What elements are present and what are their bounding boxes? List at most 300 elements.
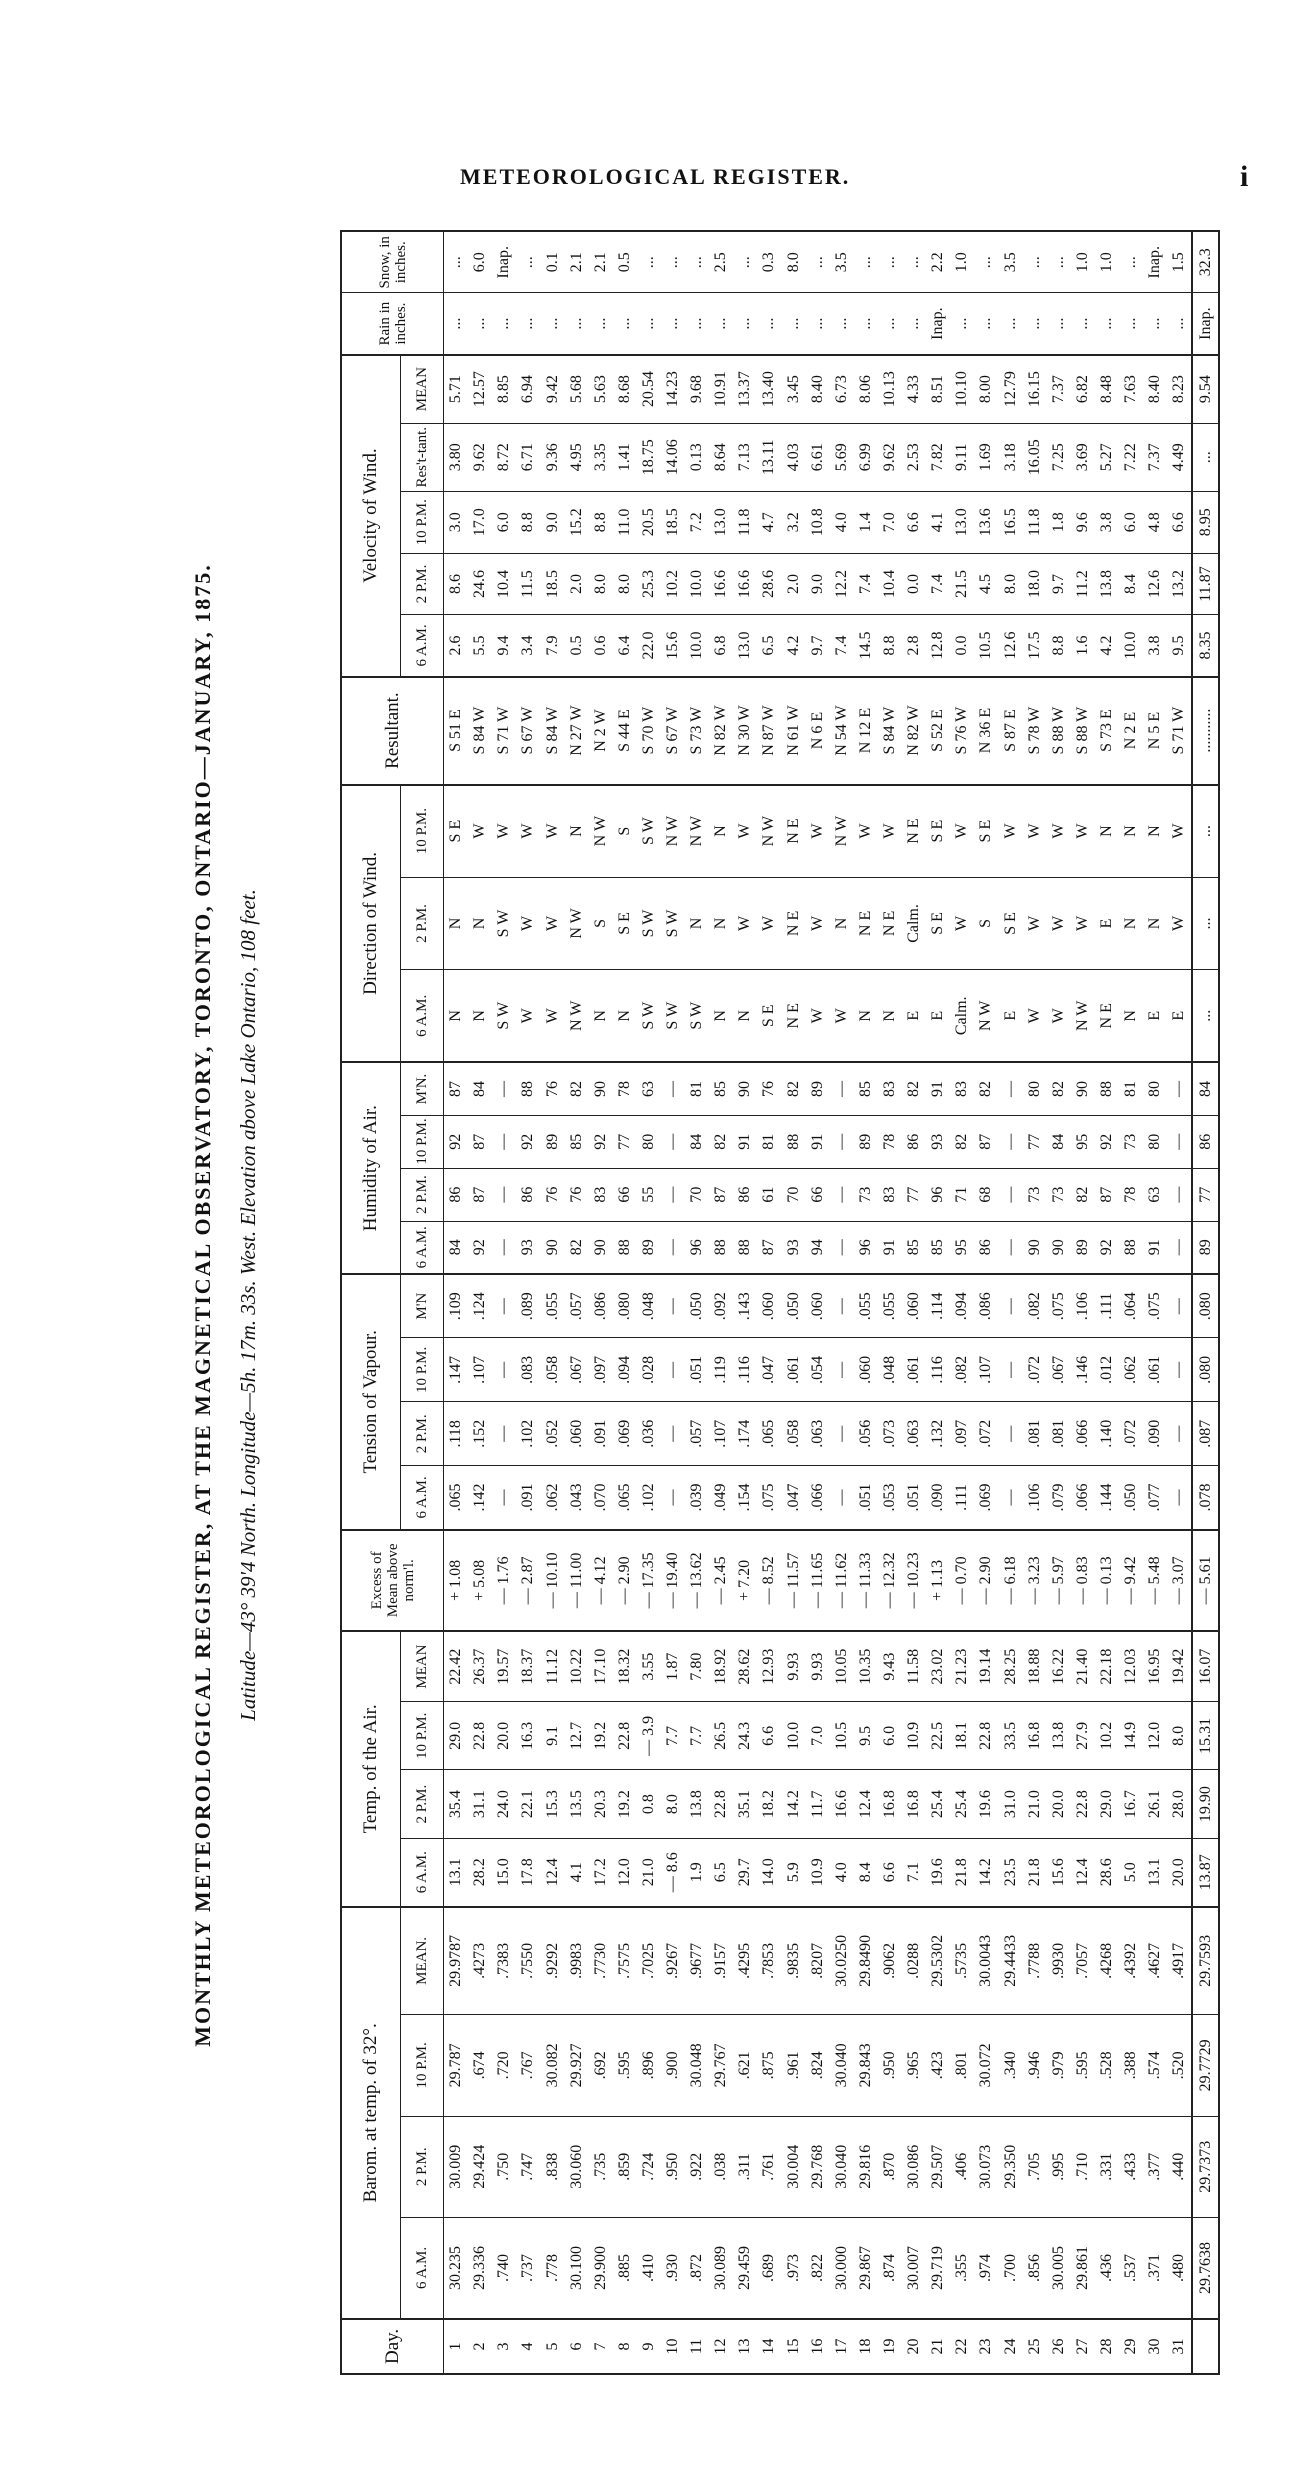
vapour-6am-cell: .050 xyxy=(1119,1466,1143,1530)
barom-mean-cell: .9062 xyxy=(878,1907,902,2015)
temp-2pm-cell: 35.4 xyxy=(444,1770,469,1838)
vapour-6am-cell: .065 xyxy=(613,1466,637,1530)
day-cell: 2 xyxy=(468,2319,492,2374)
day-row xyxy=(589,231,613,2374)
velocity-2pm-cell: 21.5 xyxy=(950,553,974,615)
humidity-mean-cell: 84 xyxy=(1192,1062,1219,1115)
excess-cell: — 5.97 xyxy=(1047,1530,1071,1631)
velocity-6am-cell: 8.8 xyxy=(878,615,902,677)
barom-mean-cell: .7057 xyxy=(1071,1907,1095,2015)
direction-6am-cell: N xyxy=(733,970,757,1063)
excess-cell: + 7.20 xyxy=(733,1530,757,1631)
humidity-6am-cell: 90 xyxy=(1023,1221,1047,1274)
vapour-2pm-cell: .066 xyxy=(1071,1402,1095,1466)
direction-10pm-cell: W xyxy=(1071,785,1095,878)
velocity-2pm-cell: 13.2 xyxy=(1167,553,1192,615)
velocity-mean-cell: 7.37 xyxy=(1047,355,1071,423)
excess-cell: — 2.45 xyxy=(709,1530,733,1631)
humidity-10pm-cell: 89 xyxy=(854,1115,878,1168)
barom-mean-cell: .7788 xyxy=(1023,1907,1047,2015)
humidity-mean-cell: 78 xyxy=(613,1062,637,1115)
direction-2pm-cell: W xyxy=(733,877,757,970)
snow-header: Snow, in inches. xyxy=(341,231,444,293)
temp-2pm-cell: 31.0 xyxy=(999,1770,1023,1838)
barom-6am-cell: 29.459 xyxy=(733,2217,757,2318)
temp-mean-cell: 23.02 xyxy=(926,1631,950,1702)
humidity-10pm-cell: 87 xyxy=(974,1115,998,1168)
velocity-2pm-cell: 18.5 xyxy=(540,553,564,615)
day-row xyxy=(1071,231,1095,2374)
velocity-2pm-cell: 13.8 xyxy=(1095,553,1119,615)
temp-mean-cell: 22.18 xyxy=(1095,1631,1119,1702)
barom-6am-cell: .740 xyxy=(492,2217,516,2318)
velocity-resultant-cell: 4.95 xyxy=(565,423,589,491)
humidity-mean-cell: 90 xyxy=(733,1062,757,1115)
velocity-2pm-cell: 10.4 xyxy=(878,553,902,615)
humidity-mean-cell: 83 xyxy=(878,1062,902,1115)
humidity-6am-cell: 92 xyxy=(468,1221,492,1274)
barom-10pm-cell: .767 xyxy=(516,2015,540,2116)
velocity-10pm-cell: 6.6 xyxy=(1167,491,1192,553)
humidity-2pm-cell: 63 xyxy=(1143,1168,1167,1221)
barom-mean-cell: .4627 xyxy=(1143,1907,1167,2015)
barom-2pm-cell: 30.060 xyxy=(565,2116,589,2217)
humidity-2pm-cell: 83 xyxy=(878,1168,902,1221)
excess-cell: — 11.57 xyxy=(782,1530,806,1631)
temp-10pm-cell: 29.0 xyxy=(444,1702,469,1770)
barom-mean-header: MEAN. xyxy=(401,1907,444,2015)
day-row xyxy=(540,231,564,2374)
temp-2pm-cell: 16.8 xyxy=(902,1770,926,1838)
temp-10pm-cell: 6.0 xyxy=(878,1702,902,1770)
snow-cell: ... xyxy=(516,231,540,293)
temp-2pm-cell: 18.2 xyxy=(757,1770,781,1838)
velocity-2pm-cell: 7.4 xyxy=(854,553,878,615)
velocity-6am-cell: 4.2 xyxy=(1095,615,1119,677)
temp-10pm-cell: 22.8 xyxy=(974,1702,998,1770)
humidity-10pm-cell: 86 xyxy=(902,1115,926,1168)
day-cell xyxy=(1192,2319,1219,2374)
resultant-cell: S 84 W xyxy=(468,677,492,785)
velocity-2pm-cell: 9.7 xyxy=(1047,553,1071,615)
snow-cell: ... xyxy=(1023,231,1047,293)
humidity-10pm-cell: 82 xyxy=(950,1115,974,1168)
vapour-6am-cell: .111 xyxy=(950,1466,974,1530)
register-body xyxy=(444,231,1220,2374)
barom-2pm-cell: .859 xyxy=(613,2116,637,2217)
day-row xyxy=(733,231,757,2374)
humidity-2pm-cell: — xyxy=(492,1168,516,1221)
direction-10pm-cell: N xyxy=(1095,785,1119,878)
vapour-2pm-cell: .107 xyxy=(709,1402,733,1466)
humidity-2pm-cell: 70 xyxy=(685,1168,709,1221)
vapour-mean-cell: .050 xyxy=(782,1274,806,1338)
barom-2pm-cell: 30.009 xyxy=(444,2116,469,2217)
resultant-cell: S 88 W xyxy=(1047,677,1071,785)
temp-2pm-cell: 22.8 xyxy=(1071,1770,1095,1838)
resultant-cell: S 76 W xyxy=(950,677,974,785)
day-row xyxy=(516,231,540,2374)
day-row xyxy=(782,231,806,2374)
humidity-2pm-cell: — xyxy=(661,1168,685,1221)
velocity-10pm-cell: 4.1 xyxy=(926,491,950,553)
humidity-mean-cell: 82 xyxy=(974,1062,998,1115)
barom-mean-cell: 29.9787 xyxy=(444,1907,469,2015)
velocity-2pm-cell: 12.6 xyxy=(1143,553,1167,615)
humidity-2pm-cell: 71 xyxy=(950,1168,974,1221)
humidity-mean-cell: 89 xyxy=(806,1062,830,1115)
vapour-10pm-cell: .060 xyxy=(854,1338,878,1402)
vapour-tension-header: Tension of Vapour. xyxy=(341,1274,401,1530)
velocity-2pm-cell: 25.3 xyxy=(637,553,661,615)
humidity-6am-cell: — xyxy=(492,1221,516,1274)
velocity-10pm-cell: 3.8 xyxy=(1095,491,1119,553)
humidity-10pm-cell: — xyxy=(492,1115,516,1168)
snow-cell: 8.0 xyxy=(782,231,806,293)
velocity-mean-cell: 7.63 xyxy=(1119,355,1143,423)
excess-cell: — 0.70 xyxy=(950,1530,974,1631)
humidity-6am-header: 6 A.M. xyxy=(401,1221,444,1274)
velocity-mean-cell: 13.37 xyxy=(733,355,757,423)
resultant-cell: N 36 E xyxy=(974,677,998,785)
velocity-2pm-cell: 24.6 xyxy=(468,553,492,615)
humidity-2pm-cell: — xyxy=(999,1168,1023,1221)
snow-cell: ... xyxy=(806,231,830,293)
register-subtitle: Latitude—43° 39'4 North. Longitude—5h. 17m. 33s. West. Elevation above Lake Ontario, 108 feet. xyxy=(236,889,260,1721)
humidity-10pm-cell: 92 xyxy=(1095,1115,1119,1168)
direction-2pm-cell: N xyxy=(830,877,854,970)
temp-6am-cell: 17.8 xyxy=(516,1838,540,1906)
excess-cell: — 13.62 xyxy=(685,1530,709,1631)
resultant-cell: S 84 W xyxy=(540,677,564,785)
vapour-10pm-cell: — xyxy=(1167,1338,1192,1402)
rain-cell: ... xyxy=(1143,293,1167,355)
velocity-2pm-cell: 11.5 xyxy=(516,553,540,615)
velocity-resultant-cell: 7.25 xyxy=(1047,423,1071,491)
direction-6am-cell: S W xyxy=(637,970,661,1063)
barom-10pm-cell: .692 xyxy=(589,2015,613,2116)
temp-10pm-header: 10 P.M. xyxy=(401,1702,444,1770)
vapour-2pm-cell: .065 xyxy=(757,1402,781,1466)
excess-cell: — 1.76 xyxy=(492,1530,516,1631)
temp-mean-cell: 9.93 xyxy=(806,1631,830,1702)
resultant-cell: S 51 E xyxy=(444,677,469,785)
direction-6am-cell: S W xyxy=(492,970,516,1063)
day-row xyxy=(1095,231,1119,2374)
page-number: i xyxy=(1240,160,1249,193)
temp-mean-cell: 1.87 xyxy=(661,1631,685,1702)
velocity-10pm-cell: 8.8 xyxy=(589,491,613,553)
temp-10pm-cell: 24.3 xyxy=(733,1702,757,1770)
day-cell: 3 xyxy=(492,2319,516,2374)
resultant-cell: N 82 W xyxy=(902,677,926,785)
temp-2pm-cell: 22.1 xyxy=(516,1770,540,1838)
snow-cell: ... xyxy=(444,231,469,293)
humidity-mean-cell: 88 xyxy=(1095,1062,1119,1115)
velocity-resultant-cell: 7.37 xyxy=(1143,423,1167,491)
velocity-6am-cell: 17.5 xyxy=(1023,615,1047,677)
snow-cell: 3.5 xyxy=(830,231,854,293)
humidity-6am-cell: 96 xyxy=(685,1221,709,1274)
barom-6am-cell: 29.900 xyxy=(589,2217,613,2318)
barom-2pm-cell: 29.507 xyxy=(926,2116,950,2217)
humidity-mean-header: M'N. xyxy=(401,1062,444,1115)
day-row xyxy=(950,231,974,2374)
velocity-resultant-cell: 5.69 xyxy=(830,423,854,491)
temp-mean-cell: 19.57 xyxy=(492,1631,516,1702)
humidity-10pm-cell: 73 xyxy=(1119,1115,1143,1168)
vapour-2pm-cell: .069 xyxy=(613,1402,637,1466)
humidity-2pm-cell: 77 xyxy=(902,1168,926,1221)
temp-2pm-cell: 24.0 xyxy=(492,1770,516,1838)
excess-cell: — 11.33 xyxy=(854,1530,878,1631)
humidity-mean-cell: 80 xyxy=(1143,1062,1167,1115)
barom-6am-cell: .700 xyxy=(999,2217,1023,2318)
temp-10pm-cell: 10.5 xyxy=(830,1702,854,1770)
velocity-2pm-header: 2 P.M. xyxy=(401,553,444,615)
velocity-6am-header: 6 A.M. xyxy=(401,615,444,677)
velocity-2pm-cell: 8.4 xyxy=(1119,553,1143,615)
humidity-mean-cell: 88 xyxy=(516,1062,540,1115)
direction-2pm-cell: S E xyxy=(999,877,1023,970)
velocity-resultant-cell: 9.62 xyxy=(468,423,492,491)
direction-2pm-cell: S W xyxy=(661,877,685,970)
vapour-10pm-cell: .028 xyxy=(637,1338,661,1402)
humidity-mean-cell: 76 xyxy=(540,1062,564,1115)
temp-10pm-cell: 19.2 xyxy=(589,1702,613,1770)
snow-cell: 2.1 xyxy=(565,231,589,293)
velocity-2pm-cell: 7.4 xyxy=(926,553,950,615)
temp-6am-cell: 21.8 xyxy=(1023,1838,1047,1906)
vapour-6am-cell: — xyxy=(492,1466,516,1530)
temp-6am-cell: 29.7 xyxy=(733,1838,757,1906)
vapour-10pm-cell: .072 xyxy=(1023,1338,1047,1402)
barom-6am-cell: 30.000 xyxy=(830,2217,854,2318)
vapour-10pm-cell: .054 xyxy=(806,1338,830,1402)
temp-6am-cell: 28.6 xyxy=(1095,1838,1119,1906)
velocity-10pm-cell: 4.7 xyxy=(757,491,781,553)
barom-2pm-cell: .838 xyxy=(540,2116,564,2217)
vapour-2pm-cell: — xyxy=(999,1402,1023,1466)
day-row xyxy=(1167,231,1192,2374)
temp-2pm-cell: 26.1 xyxy=(1143,1770,1167,1838)
temp-10pm-cell: 22.5 xyxy=(926,1702,950,1770)
temp-6am-cell: 19.6 xyxy=(926,1838,950,1906)
velocity-mean-cell: 12.57 xyxy=(468,355,492,423)
vapour-2pm-cell: .132 xyxy=(926,1402,950,1466)
velocity-mean-cell: 10.13 xyxy=(878,355,902,423)
rain-cell: ... xyxy=(1047,293,1071,355)
barom-2pm-cell: 30.086 xyxy=(902,2116,926,2217)
direction-2pm-cell: S xyxy=(589,877,613,970)
barom-6am-cell: 29.7638 xyxy=(1192,2217,1219,2318)
temp-2pm-header: 2 P.M. xyxy=(401,1770,444,1838)
vapour-2pm-cell: .140 xyxy=(1095,1402,1119,1466)
humidity-6am-cell: 90 xyxy=(540,1221,564,1274)
day-cell: 9 xyxy=(637,2319,661,2374)
direction-6am-cell: S W xyxy=(685,970,709,1063)
velocity-resultant-cell: 2.53 xyxy=(902,423,926,491)
snow-cell: 2.1 xyxy=(589,231,613,293)
barom-2pm-cell: 29.768 xyxy=(806,2116,830,2217)
meteorological-table xyxy=(340,230,1220,2375)
velocity-mean-cell: 20.54 xyxy=(637,355,661,423)
vapour-6am-cell: .070 xyxy=(589,1466,613,1530)
humidity-6am-cell: 93 xyxy=(782,1221,806,1274)
resultant-cell: S 67 W xyxy=(516,677,540,785)
direction-6am-cell: N xyxy=(468,970,492,1063)
humidity-6am-cell: 82 xyxy=(565,1221,589,1274)
vapour-mean-cell: .089 xyxy=(516,1274,540,1338)
vapour-mean-cell: .064 xyxy=(1119,1274,1143,1338)
barom-mean-cell: .9930 xyxy=(1047,1907,1071,2015)
barom-mean-cell: .4392 xyxy=(1119,1907,1143,2015)
barom-2pm-cell: .735 xyxy=(589,2116,613,2217)
temp-6am-cell: — 8.6 xyxy=(661,1838,685,1906)
humidity-2pm-cell: 76 xyxy=(565,1168,589,1221)
vapour-6am-cell: .065 xyxy=(444,1466,469,1530)
direction-6am-cell: W xyxy=(516,970,540,1063)
vapour-2pm-cell: .174 xyxy=(733,1402,757,1466)
rain-cell: ... xyxy=(468,293,492,355)
vapour-6am-cell: .102 xyxy=(637,1466,661,1530)
barom-mean-cell: .4268 xyxy=(1095,1907,1119,2015)
direction-10pm-header: 10 P.M. xyxy=(401,785,444,878)
temp-10pm-cell: 12.7 xyxy=(565,1702,589,1770)
vapour-6am-cell: .091 xyxy=(516,1466,540,1530)
vapour-2pm-cell: .152 xyxy=(468,1402,492,1466)
humidity-6am-cell: 94 xyxy=(806,1221,830,1274)
velocity-10pm-cell: 6.6 xyxy=(902,491,926,553)
rain-cell: ... xyxy=(950,293,974,355)
vapour-6am-cell: .106 xyxy=(1023,1466,1047,1530)
velocity-resultant-cell: 9.62 xyxy=(878,423,902,491)
barom-6am-cell: .874 xyxy=(878,2217,902,2318)
velocity-resultant-cell: 4.49 xyxy=(1167,423,1192,491)
resultant-cell: N 27 W xyxy=(565,677,589,785)
day-cell: 24 xyxy=(999,2319,1023,2374)
resultant-cell: N 87 W xyxy=(757,677,781,785)
humidity-mean-cell: 82 xyxy=(1047,1062,1071,1115)
temp-2pm-cell: 19.6 xyxy=(974,1770,998,1838)
day-cell: 21 xyxy=(926,2319,950,2374)
temp-mean-cell: 3.55 xyxy=(637,1631,661,1702)
rain-cell: ... xyxy=(782,293,806,355)
temp-mean-cell: 28.62 xyxy=(733,1631,757,1702)
barom-6am-cell: 29.719 xyxy=(926,2217,950,2318)
direction-2pm-cell: W xyxy=(806,877,830,970)
velocity-10pm-cell: 18.5 xyxy=(661,491,685,553)
barom-6am-cell: .885 xyxy=(613,2217,637,2318)
vapour-2pm-cell: .063 xyxy=(806,1402,830,1466)
temp-mean-cell: 18.32 xyxy=(613,1631,637,1702)
barom-10pm-cell: 30.048 xyxy=(685,2015,709,2116)
humidity-6am-cell: 92 xyxy=(1095,1221,1119,1274)
direction-2pm-cell: N xyxy=(685,877,709,970)
temp-6am-cell: 21.0 xyxy=(637,1838,661,1906)
excess-cell: — 11.62 xyxy=(830,1530,854,1631)
vapour-mean-cell: .109 xyxy=(444,1274,469,1338)
direction-10pm-cell: N E xyxy=(902,785,926,878)
humidity-6am-cell: 88 xyxy=(613,1221,637,1274)
direction-10pm-cell: N E xyxy=(782,785,806,878)
temp-10pm-cell: 14.9 xyxy=(1119,1702,1143,1770)
humidity-6am-cell: 89 xyxy=(1071,1221,1095,1274)
snow-cell: 1.0 xyxy=(1095,231,1119,293)
day-row xyxy=(878,231,902,2374)
velocity-10pm-cell: 9.6 xyxy=(1071,491,1095,553)
humidity-mean-cell: 90 xyxy=(1071,1062,1095,1115)
vapour-10pm-cell: .061 xyxy=(1143,1338,1167,1402)
velocity-mean-cell: 8.23 xyxy=(1167,355,1192,423)
humidity-10pm-cell: — xyxy=(830,1115,854,1168)
day-row xyxy=(444,231,469,2374)
velocity-resultant-cell: 3.80 xyxy=(444,423,469,491)
barom-6am-cell: 29.867 xyxy=(854,2217,878,2318)
direction-6am-cell: N xyxy=(1119,970,1143,1063)
day-cell: 18 xyxy=(854,2319,878,2374)
resultant-cell: S 44 E xyxy=(613,677,637,785)
temp-10pm-cell: 16.3 xyxy=(516,1702,540,1770)
barom-mean-cell: 30.0250 xyxy=(830,1907,854,2015)
velocity-2pm-cell: 11.2 xyxy=(1071,553,1095,615)
direction-10pm-cell: N xyxy=(565,785,589,878)
vapour-2pm-cell: .087 xyxy=(1192,1402,1219,1466)
velocity-resultant-cell: 7.22 xyxy=(1119,423,1143,491)
day-cell: 31 xyxy=(1167,2319,1192,2374)
humidity-6am-cell: 88 xyxy=(1119,1221,1143,1274)
direction-6am-cell: N xyxy=(444,970,469,1063)
vapour-6am-cell: .069 xyxy=(974,1466,998,1530)
direction-10pm-cell: N W xyxy=(661,785,685,878)
temp-10pm-cell: 7.7 xyxy=(685,1702,709,1770)
vapour-mean-cell: .143 xyxy=(733,1274,757,1338)
vapour-2pm-cell: .118 xyxy=(444,1402,469,1466)
velocity-6am-cell: 0.0 xyxy=(950,615,974,677)
direction-6am-cell: Calm. xyxy=(950,970,974,1063)
vapour-10pm-cell: — xyxy=(492,1338,516,1402)
vapour-6am-cell: .049 xyxy=(709,1466,733,1530)
barom-6am-cell: .974 xyxy=(974,2217,998,2318)
direction-10pm-cell: W xyxy=(878,785,902,878)
barom-mean-cell: 29.8490 xyxy=(854,1907,878,2015)
barom-6am-cell: .778 xyxy=(540,2217,564,2318)
direction-2pm-cell: S E xyxy=(926,877,950,970)
humidity-2pm-cell: 82 xyxy=(1071,1168,1095,1221)
velocity-resultant-cell: 9.36 xyxy=(540,423,564,491)
humidity-10pm-cell: 92 xyxy=(589,1115,613,1168)
day-row xyxy=(999,231,1023,2374)
barom-2pm-cell: 29.816 xyxy=(854,2116,878,2217)
temp-mean-cell: 22.42 xyxy=(444,1631,469,1702)
rain-cell: ... xyxy=(830,293,854,355)
snow-cell: 32.3 xyxy=(1192,231,1219,293)
humidity-mean-cell: 80 xyxy=(1023,1062,1047,1115)
temp-mean-cell: 16.22 xyxy=(1047,1631,1071,1702)
humidity-10pm-cell: 84 xyxy=(1047,1115,1071,1168)
snow-cell: ... xyxy=(1047,231,1071,293)
humidity-6am-cell: 84 xyxy=(444,1221,469,1274)
temp-6am-cell: 5.9 xyxy=(782,1838,806,1906)
vapour-10pm-cell: — xyxy=(830,1338,854,1402)
temp-mean-cell: 7.80 xyxy=(685,1631,709,1702)
rain-cell: ... xyxy=(999,293,1023,355)
barom-mean-cell: .9835 xyxy=(782,1907,806,2015)
temp-2pm-cell: 25.4 xyxy=(926,1770,950,1838)
direction-2pm-cell: N xyxy=(444,877,469,970)
velocity-mean-cell: 10.91 xyxy=(709,355,733,423)
barom-6am-cell: .737 xyxy=(516,2217,540,2318)
